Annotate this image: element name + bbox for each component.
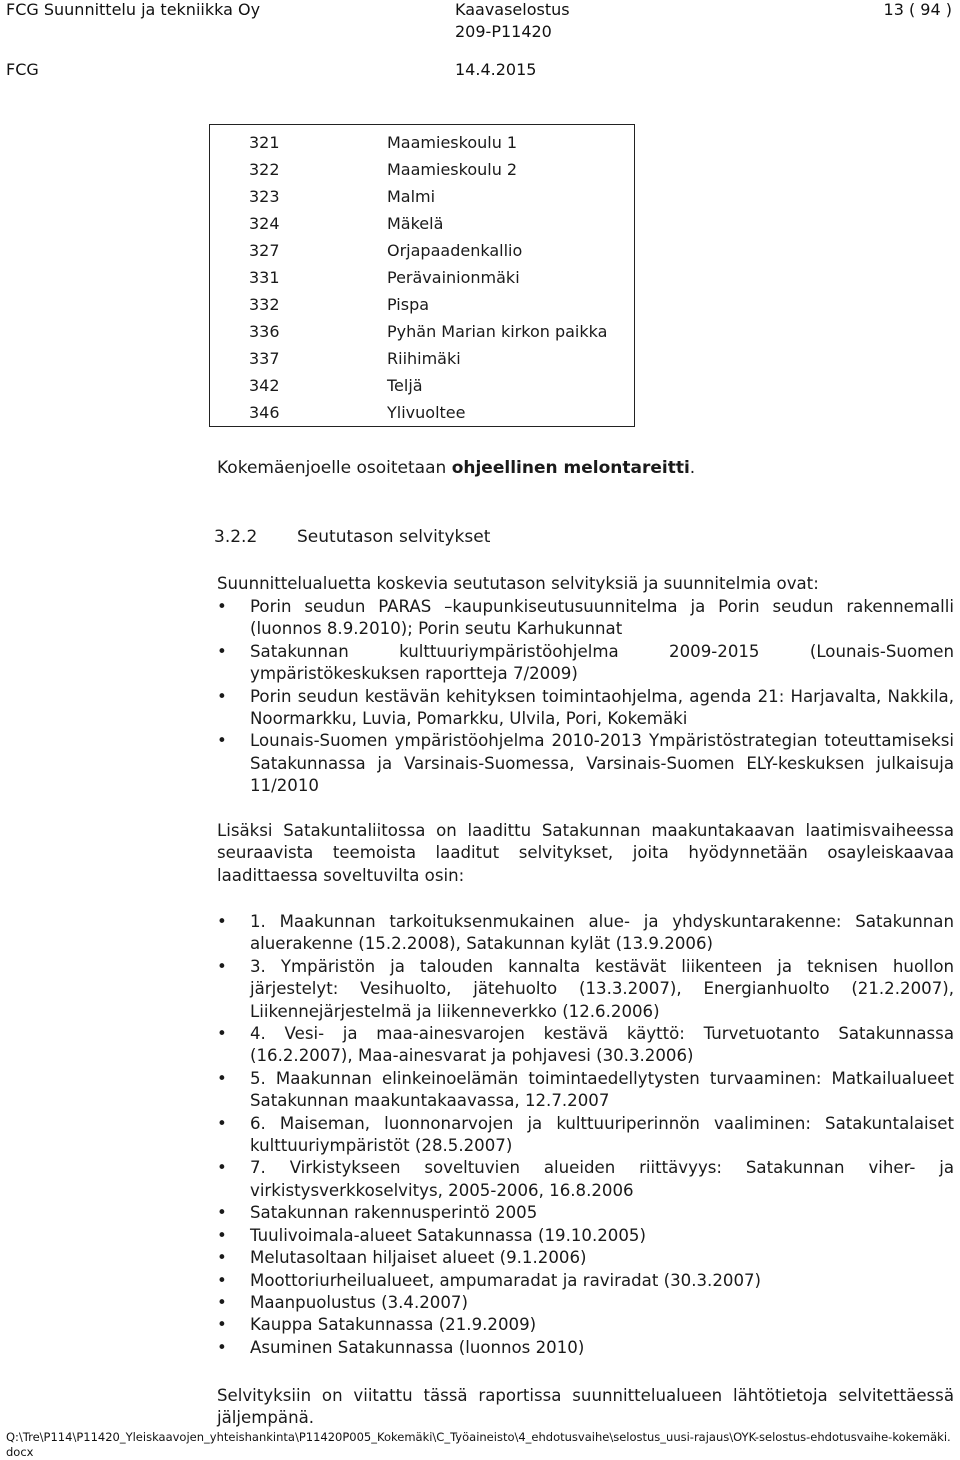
place-name: Maamieskoulu 1 xyxy=(387,133,518,152)
table-row xyxy=(210,399,635,427)
note-suffix: . xyxy=(689,458,696,478)
regional-studies-list xyxy=(217,596,954,798)
place-code: 336 xyxy=(249,322,280,341)
table-row xyxy=(210,237,635,264)
place-name: Maamieskoulu 2 xyxy=(387,160,518,179)
table-row xyxy=(210,210,635,237)
theme-studies-list xyxy=(217,911,954,1359)
list-item: • 1. Maakunnan tarkoituksenmukainen alue- ja yhdyskuntarakenne: Satakunnan aluerakenne (15.2.2008), Satakunnan kylät (13.9.2006) xyxy=(217,911,954,956)
company-short: FCG xyxy=(6,60,39,79)
canoe-route-note xyxy=(217,458,695,478)
list-item: • Porin seudun PARAS –kaupunkiseutusuunnitelma ja Porin seudun rakennemalli (luonnos 8.9.2010); Porin seutu Karhukunnat xyxy=(217,596,954,641)
place-code: 323 xyxy=(249,187,280,206)
header-row-3 xyxy=(0,60,960,86)
note-text: Kokemäenjoelle osoitetaan xyxy=(217,458,452,478)
place-name: Orjapaadenkallio xyxy=(387,241,523,260)
intro-paragraph: Suunnittelualuetta koskevia seututason selvityksiä ja suunnitelmia ovat: xyxy=(217,574,819,593)
list-item: • Tuulivoimala-alueet Satakunnassa (19.10.2005) xyxy=(217,1225,954,1247)
place-name: Malmi xyxy=(387,187,436,206)
list-item: • 3. Ympäristön ja talouden kannalta kestävät liikenteen ja teknisen huollon järjestelyt: Vesihuolto, jätehuolto (13.3.2007), Energianhuolto (21.2.2007), Liikennejärjestelmä ja liikenneverkko (12.6.2006) xyxy=(217,956,954,1023)
document-date: 14.4.2015 xyxy=(455,60,537,79)
place-table xyxy=(209,124,635,427)
list-item: • Satakunnan rakennusperintö 2005 xyxy=(217,1202,954,1224)
list-item: • Lounais-Suomen ympäristöohjelma 2010-2013 Ympäristöstrategian toteuttamiseksi Satakunnassa ja Varsinais-Suomessa, Varsinais-Suomen ELY-keskuksen julkaisuja 11/2010 xyxy=(217,730,954,797)
table-row xyxy=(210,318,635,345)
place-code: 327 xyxy=(249,241,280,260)
place-name: Mäkelä xyxy=(387,214,444,233)
list-item: • Porin seudun kestävän kehityksen toimintaohjelma, agenda 21: Harjavalta, Nakkila, Noormarkku, Luvia, Pomarkku, Ulvila, Pori, Kokemäki xyxy=(217,686,954,731)
place-code: 337 xyxy=(249,349,280,368)
lisaksi-paragraph: Lisäksi Satakuntaliitossa on laadittu Satakunnan maakuntakaavan laatimisvaiheessa seuraavista teemoista laaditut selvitykset, joita hyödynnetään osayleiskaavaa laadittaessa soveltuvilta osin: xyxy=(217,821,954,885)
section-title: Seututason selvitykset xyxy=(297,527,491,547)
table-row xyxy=(210,264,635,291)
closing-paragraph: Selvityksiin on viitattu tässä raportissa suunnittelualueen lähtötietoja selvitettäessä jäljempänä. xyxy=(217,1386,954,1428)
section-number: 3.2.2 xyxy=(214,527,258,547)
page-number: 13 ( 94 ) xyxy=(883,0,952,19)
document-type: Kaavaselostus xyxy=(455,0,570,19)
list-item: • 6. Maiseman, luonnonarvojen ja kulttuuriperinnön vaaliminen: Satakuntalaiset kulttuuriympäristöt (28.5.2007) xyxy=(217,1113,954,1158)
section-heading xyxy=(214,527,491,547)
table-row xyxy=(210,125,635,157)
company-name: FCG Suunnittelu ja tekniikka Oy xyxy=(6,0,261,19)
table-row xyxy=(210,291,635,318)
project-number: 209-P11420 xyxy=(455,22,552,41)
place-code: 332 xyxy=(249,295,280,314)
list-item: • 7. Virkistykseen soveltuvien alueiden riittävyys: Satakunnan viher- ja virkistysverkkoselvitys, 2005-2006, 16.8.2006 xyxy=(217,1157,954,1202)
table-row xyxy=(210,345,635,372)
place-code: 322 xyxy=(249,160,280,179)
place-name: Perävainionmäki xyxy=(387,268,520,287)
list-item: • Maanpuolustus (3.4.2007) xyxy=(217,1292,954,1314)
table-row xyxy=(210,183,635,210)
table-row xyxy=(210,156,635,183)
table-row xyxy=(210,372,635,399)
list-item: • Asuminen Satakunnassa (luonnos 2010) xyxy=(217,1337,954,1359)
header-row-2 xyxy=(0,22,960,48)
place-code: 324 xyxy=(249,214,280,233)
list-item: • 5. Maakunnan elinkeinoelämän toimintaedellytysten turvaaminen: Matkailualueet Satakunnan maakuntakaavassa, 12.7.2007 xyxy=(217,1068,954,1113)
place-name: Riihimäki xyxy=(387,349,461,368)
place-code: 346 xyxy=(249,403,280,422)
list-item: • Satakunnan kulttuuriympäristöohjelma 2009-2015 (Lounais-Suomen ympäristökeskuksen raportteja 7/2009) xyxy=(217,641,954,686)
list-item: • 4. Vesi- ja maa-ainesvarojen kestävä käyttö: Turvetuotanto Satakunnassa (16.2.2007), Maa-ainesvarat ja pohjavesi (30.3.2006) xyxy=(217,1023,954,1068)
file-path-footer: Q:\Tre\P114\P11420_Yleiskaavojen_yhteishankinta\P11420P005_Kokemäki\C_Työaineisto\4_ehdotusvaihe\selostus_uusi-rajaus\OYK-selostus-ehdotusvaihe-kokemäki.docx xyxy=(6,1430,951,1459)
place-name: Pispa xyxy=(387,295,430,314)
note-emphasis: ohjeellinen melontareitti xyxy=(451,458,690,478)
list-item: • Melutasoltaan hiljaiset alueet (9.1.2006) xyxy=(217,1247,954,1269)
list-item: • Kauppa Satakunnassa (21.9.2009) xyxy=(217,1314,954,1336)
place-code: 321 xyxy=(249,133,280,152)
place-name: Ylivuoltee xyxy=(387,403,466,422)
place-name: Teljä xyxy=(387,376,423,395)
list-item: • Moottoriurheilualueet, ampumaradat ja raviradat (30.3.2007) xyxy=(217,1270,954,1292)
place-code: 331 xyxy=(249,268,280,287)
place-code: 342 xyxy=(249,376,280,395)
place-name: Pyhän Marian kirkon paikka xyxy=(387,322,608,341)
